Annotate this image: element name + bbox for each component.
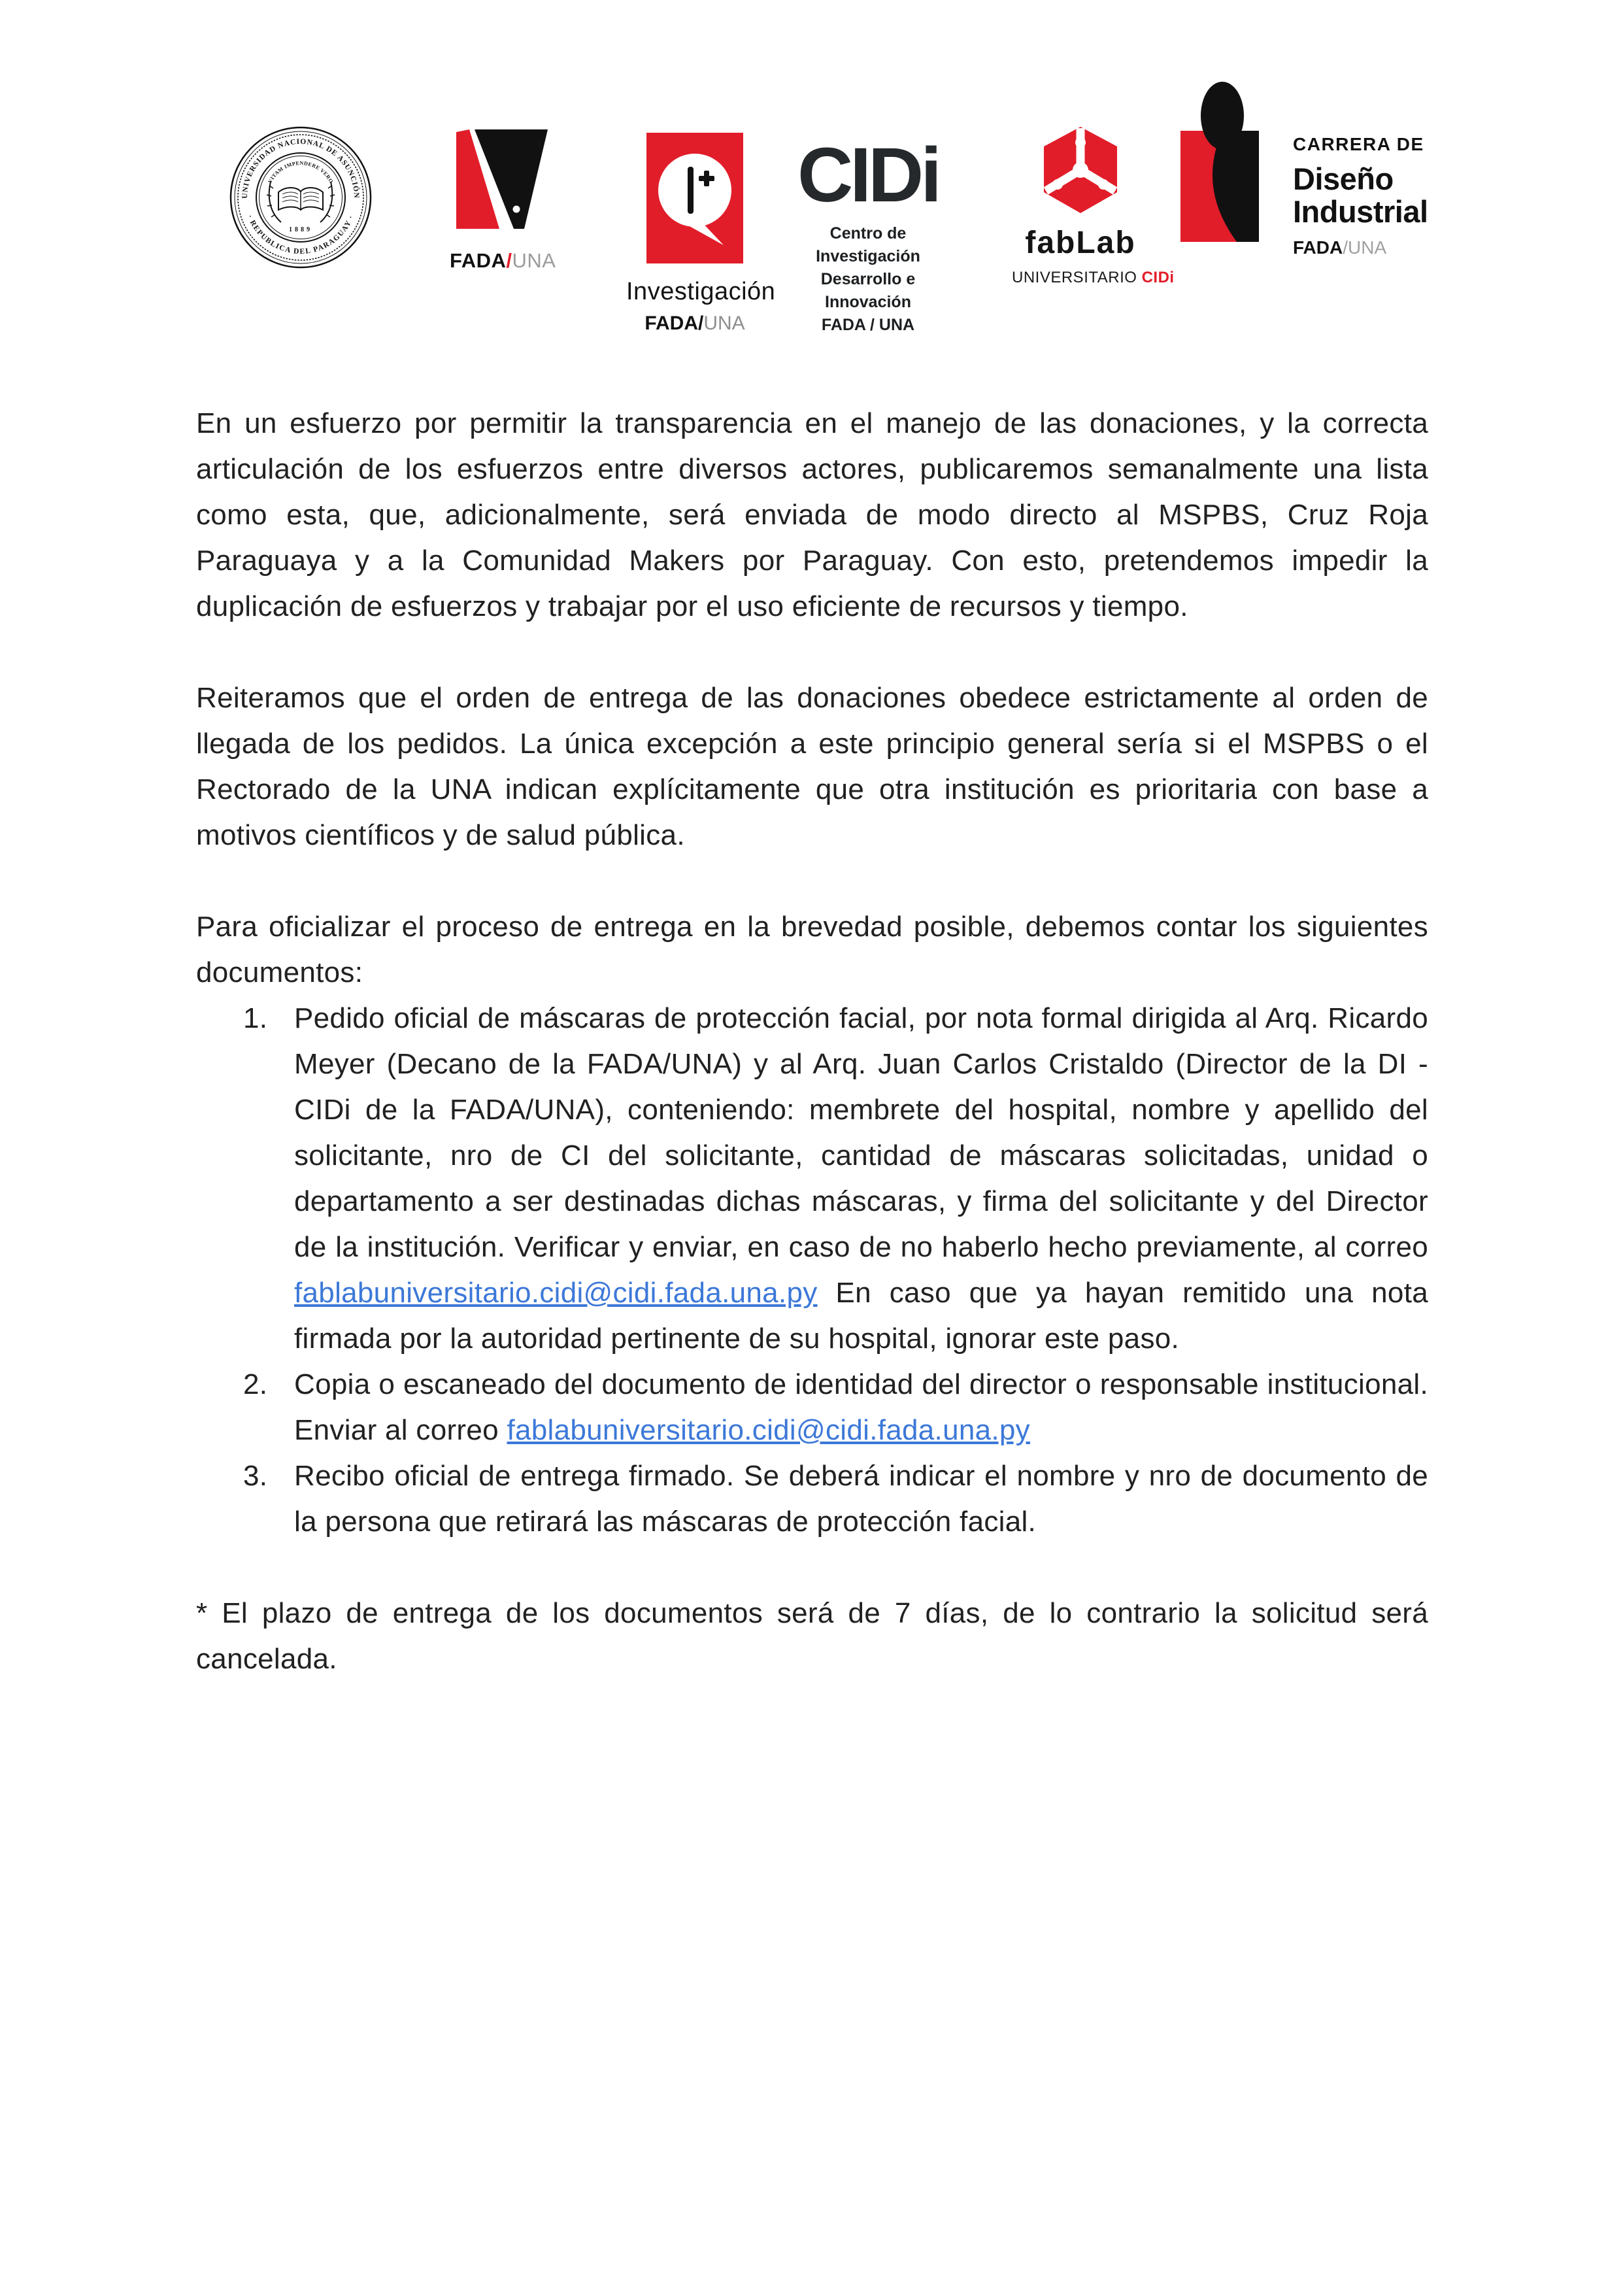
cidi-line1: Centro de Investigación [816, 224, 920, 265]
fada-slash: / [506, 249, 512, 272]
carrera-org-label [1293, 237, 1428, 258]
fablab-name: fabLab [1025, 226, 1136, 260]
email-link[interactable]: fablabuniversitario.cidi@cidi.fada.una.py [294, 1277, 818, 1309]
investigacion-org-label [626, 312, 763, 335]
cidi-line2: Desarrollo e Innovación [820, 270, 916, 311]
investigacion-label: Investigación [626, 278, 776, 305]
logo-header [0, 0, 1623, 366]
carrera-di-text [1293, 82, 1428, 258]
paragraph-orden-entrega: Reiteramos que el orden de entrega de las donaciones obedece estrictamente al orden de llegada de los pedidos. La única excepción a este principio general sería si el MSPBS o el Rectorado de la UNA indican explícitamente que otra institución es prioritaria con base a motivos científicos y de salud pública. [196, 682, 1428, 851]
email-link[interactable]: fablabuniversitario.cidi@cidi.fada.una.py [507, 1414, 1030, 1446]
paragraph-oficializar: Para oficializar el proceso de entrega en la brevedad posible, debemos contar los siguientes documentos: [196, 911, 1428, 988]
investigacion-logo [626, 133, 776, 335]
seal-ring-bottom-text: · REPUBLICA DEL PARAGUAY · [245, 214, 356, 256]
document-body [196, 401, 1428, 1728]
inv-una: UNA [703, 312, 745, 334]
fada-una-label [450, 249, 554, 273]
fablab-cidi: CIDi [1141, 269, 1175, 286]
carrera-di-icon [1180, 82, 1259, 242]
list-number: 3. [243, 1460, 268, 1492]
fada-org: UNA [512, 249, 556, 272]
list-item-text: Recibo oficial de entrega firmado. Se deberá indicar el nombre y nro de documento de la persona que retirará las máscaras de protección facial. [294, 1460, 1428, 1538]
cidi-logotype: CIDi [797, 132, 939, 218]
speech-bubble-icon [646, 133, 743, 263]
list-item-text: Copia o escaneado del documento de identidad del director o responsable institucional. Enviar al correo [294, 1368, 1428, 1446]
list-item-recibo-oficial [243, 1453, 1428, 1545]
carrera-de-label: CARRERA DE [1293, 134, 1424, 154]
seal-motto-text: VITAM IMPENDERE VERO [267, 160, 335, 184]
fablab-cube-icon [1040, 126, 1121, 214]
seal-year-text: 1889 [289, 226, 312, 233]
carrera-di-logo [1180, 82, 1428, 258]
list-number: 1. [243, 1002, 268, 1034]
una-seal-logo [229, 126, 373, 269]
fablab-universitario: UNIVERSITARIO [1012, 269, 1137, 286]
list-item-copia-documento [243, 1362, 1428, 1453]
cidi-description [783, 222, 953, 337]
carrera-slash: / [1343, 237, 1348, 258]
list-item-text: Pedido oficial de máscaras de protección facial, por nota formal dirigida al Arq. Ricardo Meyer (Decano de la FADA/UNA) y al Arq. Juan Carlos Cristaldo (Director de la DI - CIDi de la FADA/UNA), conteniendo: membrete del hospital, nombre y apellido del solicitante, nro de CI del solicitante, cantidad de máscaras solicitadas, unidad o departamento a ser destinadas dichas máscaras, y firma del solicitante y del Director de la institución. Verificar y enviar, en caso de no haberlo hecho previamente, al correo [294, 1002, 1428, 1263]
carrera-una: UNA [1348, 237, 1387, 258]
seal-ring-top-text: UNIVERSIDAD NACIONAL DE ASUNCIÓN [241, 137, 361, 199]
open-book-icon [278, 188, 323, 210]
footnote-plazo: * El plazo de entrega de los documentos será de 7 días, de lo contrario la solicitud será cancelada. [196, 1597, 1428, 1675]
list-item-pedido-oficial [243, 996, 1428, 1362]
cidi-logo [783, 132, 953, 337]
cidi-line3: FADA / UNA [821, 316, 915, 334]
list-number: 2. [243, 1368, 268, 1400]
inv-slash: / [697, 312, 704, 334]
fada-una-logo [450, 129, 554, 273]
diseno-label: Diseño [1293, 161, 1394, 196]
industrial-label: Industrial [1293, 194, 1428, 229]
fablab-logo [1012, 126, 1175, 287]
carrera-fada: FADA [1293, 237, 1343, 258]
fada-name: FADA [450, 249, 507, 272]
requirements-list [196, 996, 1428, 1545]
una-seal-icon [229, 126, 373, 269]
fada-una-icon [456, 129, 548, 229]
inv-fada: FADA [644, 312, 698, 334]
paragraph-transparencia: En un esfuerzo por permitir la transparencia en el manejo de las donaciones, y la correcta articulación de los esfuerzos entre diversos actores, publicaremos semanalmente una lista como esta, que, adicionalmente, será enviada de modo directo al MSPBS, Cruz Roja Paraguaya y a la Comunidad Makers por Paraguay. Con esto, pretendemos impedir la duplicación de esfuerzos y trabajar por el uso eficiente de recursos y tiempo. [196, 407, 1428, 622]
fablab-subtitle [1012, 269, 1175, 287]
list-item-text-after: En caso que ya hayan remitido una nota firmada por la autoridad pertinente de su hospital, ignorar este paso. [294, 1277, 1428, 1355]
